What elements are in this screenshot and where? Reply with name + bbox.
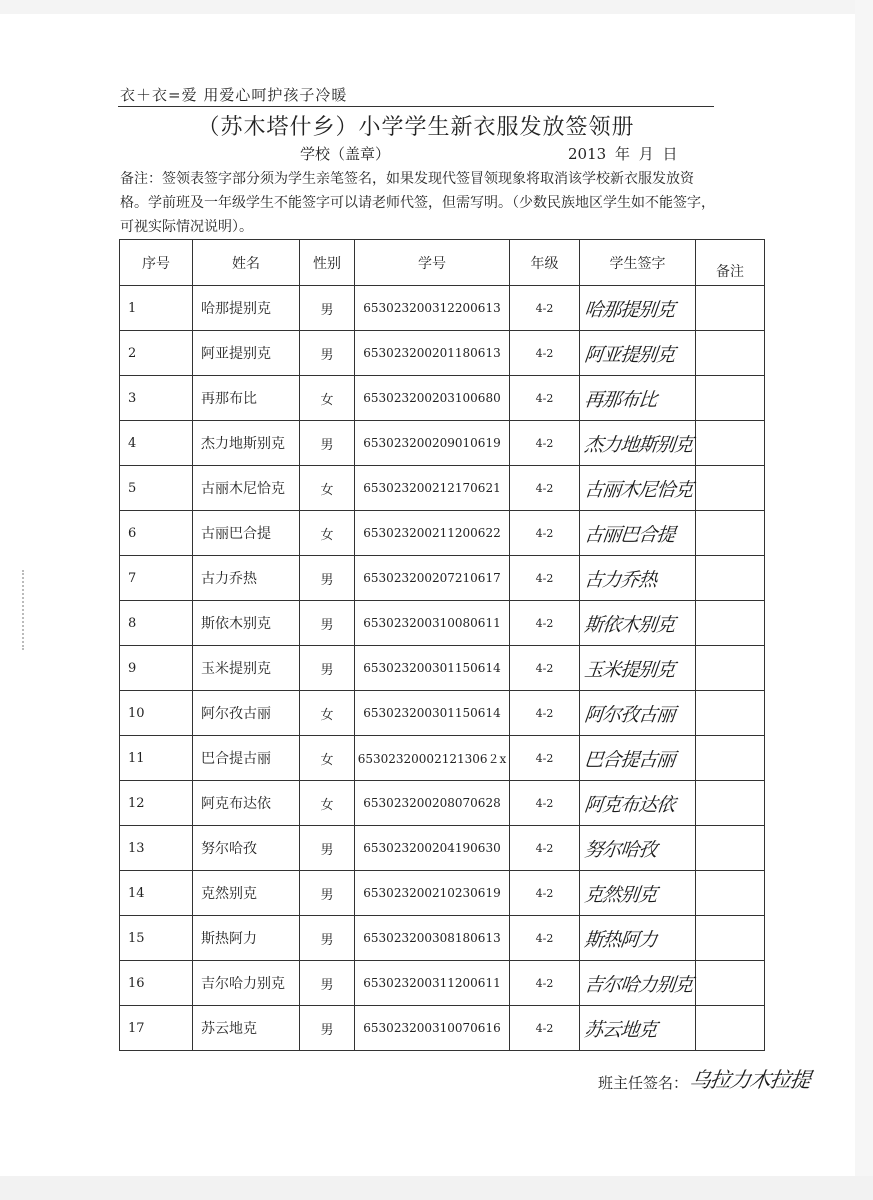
table-row (120, 916, 765, 961)
row-seq: 5 (120, 466, 193, 511)
header-rule (118, 106, 714, 107)
row-seq: 15 (120, 916, 193, 961)
row-gender: 男 (300, 646, 355, 691)
teacher-label: 班主任签名： (598, 1074, 689, 1092)
row-student-id: 653023200310080611 (355, 601, 510, 646)
table-row (120, 871, 765, 916)
row-signature: 古丽木尼恰克 (577, 466, 698, 511)
row-remark (696, 331, 765, 376)
row-gender: 男 (300, 601, 355, 646)
table-row (120, 781, 765, 826)
row-grade: 4-2 (510, 286, 580, 331)
row-gender: 女 (300, 511, 355, 556)
row-grade: 4-2 (510, 1006, 580, 1051)
row-gender: 男 (300, 331, 355, 376)
table-row (120, 961, 765, 1006)
row-student-id: 653023200211200622 (355, 511, 510, 556)
row-student-id: 653023200208070628 (355, 781, 510, 826)
row-gender: 男 (300, 916, 355, 961)
row-seq: 2 (120, 331, 193, 376)
row-name: 阿尔孜古丽 (193, 691, 300, 736)
header-id: 学号 (355, 240, 510, 286)
row-name: 杰力地斯别克 (193, 421, 300, 466)
table-row (120, 1006, 765, 1051)
row-seq: 7 (120, 556, 193, 601)
row-student-id: 65302320002121306２x (355, 736, 510, 781)
row-student-id: 653023200204190630 (355, 826, 510, 871)
row-name: 努尔哈孜 (193, 826, 300, 871)
row-seq: 8 (120, 601, 193, 646)
row-gender: 男 (300, 556, 355, 601)
row-seq: 17 (120, 1006, 193, 1051)
row-grade: 4-2 (510, 691, 580, 736)
row-seq: 6 (120, 511, 193, 556)
row-name: 玉米提别克 (193, 646, 300, 691)
row-student-id: 653023200308180613 (355, 916, 510, 961)
row-gender: 男 (300, 1006, 355, 1051)
row-student-id: 653023200201180613 (355, 331, 510, 376)
row-grade: 4-2 (510, 331, 580, 376)
row-student-id: 653023200301150614 (355, 646, 510, 691)
row-seq: 3 (120, 376, 193, 421)
date-line: 2013 年 月 日 (568, 145, 678, 163)
header-seq: 序号 (120, 240, 193, 286)
row-student-id: 653023200203100680 (355, 376, 510, 421)
row-remark (696, 511, 765, 556)
row-name: 古丽巴合提 (193, 511, 300, 556)
table-row (120, 736, 765, 781)
row-gender: 男 (300, 871, 355, 916)
row-gender: 女 (300, 466, 355, 511)
row-gender: 女 (300, 781, 355, 826)
row-remark (696, 286, 765, 331)
header-gender: 性别 (300, 240, 355, 286)
row-signature: 古丽巴合提 (577, 511, 698, 556)
row-seq: 9 (120, 646, 193, 691)
row-signature: 杰力地斯别克 (577, 421, 698, 466)
row-remark (696, 691, 765, 736)
row-grade: 4-2 (510, 736, 580, 781)
row-student-id: 653023200311200611 (355, 961, 510, 1006)
table-row (120, 601, 765, 646)
table-row (120, 556, 765, 601)
row-grade: 4-2 (510, 421, 580, 466)
table-row (120, 376, 765, 421)
slogan: 衣＋衣=爱 用爱心呵护孩子冷暖 (120, 86, 348, 104)
note-paragraph: 备注：签领表签字部分须为学生亲笔签名，如果发现代签冒领现象将取消该学校新衣服发放资格。学前班及一年级学生不能签字可以请老师代签，但需写明。（少数民族地区学生如不能签字，可视实际情况说明）。 (120, 171, 715, 235)
row-signature: 斯热阿力 (577, 916, 698, 961)
row-signature: 哈那提别克 (577, 286, 698, 331)
row-remark (696, 466, 765, 511)
row-name: 斯热阿力 (193, 916, 300, 961)
row-student-id: 653023200301150614 (355, 691, 510, 736)
row-gender: 男 (300, 286, 355, 331)
row-name: 苏云地克 (193, 1006, 300, 1051)
row-signature: 再那布比 (577, 376, 698, 421)
row-signature: 玉米提别克 (577, 646, 698, 691)
table-row (120, 466, 765, 511)
row-name: 克然别克 (193, 871, 300, 916)
row-name: 古丽木尼恰克 (193, 466, 300, 511)
row-gender: 女 (300, 376, 355, 421)
row-grade: 4-2 (510, 961, 580, 1006)
row-name: 巴合提古丽 (193, 736, 300, 781)
row-student-id: 653023200310070616 (355, 1006, 510, 1051)
header-remark: 备注 (696, 240, 765, 286)
row-seq: 12 (120, 781, 193, 826)
row-signature: 苏云地克 (577, 1006, 698, 1051)
row-signature: 阿尔孜古丽 (577, 691, 698, 736)
header-grade: 年级 (510, 240, 580, 286)
row-remark (696, 781, 765, 826)
row-signature: 斯依木别克 (577, 601, 698, 646)
table-row (120, 331, 765, 376)
row-seq: 4 (120, 421, 193, 466)
row-gender: 男 (300, 826, 355, 871)
row-grade: 4-2 (510, 916, 580, 961)
row-name: 阿克布达依 (193, 781, 300, 826)
row-remark (696, 646, 765, 691)
row-gender: 女 (300, 736, 355, 781)
roster-table (119, 239, 765, 1051)
row-grade: 4-2 (510, 826, 580, 871)
row-grade: 4-2 (510, 556, 580, 601)
table-row (120, 286, 765, 331)
scan-edge-top (0, 0, 873, 14)
row-signature: 阿亚提别克 (577, 331, 698, 376)
row-remark (696, 376, 765, 421)
row-remark (696, 916, 765, 961)
table-row (120, 691, 765, 736)
row-student-id: 653023200210230619 (355, 871, 510, 916)
table-row (120, 826, 765, 871)
row-name: 吉尔哈力别克 (193, 961, 300, 1006)
header-signature: 学生签字 (580, 240, 696, 286)
row-seq: 10 (120, 691, 193, 736)
row-signature: 克然别克 (577, 871, 698, 916)
row-name: 古力乔热 (193, 556, 300, 601)
row-grade: 4-2 (510, 511, 580, 556)
row-gender: 男 (300, 421, 355, 466)
school-stamp-label: 学校（盖章） (300, 145, 391, 163)
scan-edge-bottom (0, 1176, 873, 1200)
table-row (120, 511, 765, 556)
row-student-id: 653023200209010619 (355, 421, 510, 466)
table-row (120, 646, 765, 691)
row-student-id: 653023200312200613 (355, 286, 510, 331)
row-seq: 16 (120, 961, 193, 1006)
header-name: 姓名 (193, 240, 300, 286)
row-grade: 4-2 (510, 466, 580, 511)
row-gender: 男 (300, 961, 355, 1006)
row-name: 再那布比 (193, 376, 300, 421)
row-remark (696, 1006, 765, 1051)
row-remark (696, 556, 765, 601)
row-signature: 努尔哈孜 (577, 826, 698, 871)
row-gender: 女 (300, 691, 355, 736)
row-grade: 4-2 (510, 601, 580, 646)
row-grade: 4-2 (510, 646, 580, 691)
row-remark (696, 601, 765, 646)
header-row (120, 240, 765, 286)
scan-edge-right (855, 0, 873, 1200)
row-grade: 4-2 (510, 376, 580, 421)
row-remark (696, 421, 765, 466)
row-remark (696, 871, 765, 916)
row-grade: 4-2 (510, 781, 580, 826)
row-signature: 阿克布达依 (577, 781, 698, 826)
row-seq: 14 (120, 871, 193, 916)
row-signature: 巴合提古丽 (577, 736, 698, 781)
row-grade: 4-2 (510, 871, 580, 916)
row-seq: 13 (120, 826, 193, 871)
teacher-signature: 乌拉力木拉提 (688, 1068, 812, 1092)
row-name: 阿亚提别克 (193, 331, 300, 376)
row-seq: 1 (120, 286, 193, 331)
table-row (120, 421, 765, 466)
row-signature: 古力乔热 (577, 556, 698, 601)
scan-mark (22, 570, 28, 650)
row-remark (696, 961, 765, 1006)
row-student-id: 653023200212170621 (355, 466, 510, 511)
row-student-id: 653023200207210617 (355, 556, 510, 601)
row-remark (696, 736, 765, 781)
row-name: 哈那提别克 (193, 286, 300, 331)
row-signature: 吉尔哈力别克 (577, 961, 698, 1006)
row-remark (696, 826, 765, 871)
roster-body (120, 286, 765, 1051)
row-name: 斯依木别克 (193, 601, 300, 646)
row-seq: 11 (120, 736, 193, 781)
page-title: （苏木塔什乡）小学学生新衣服发放签领册 (197, 115, 635, 140)
